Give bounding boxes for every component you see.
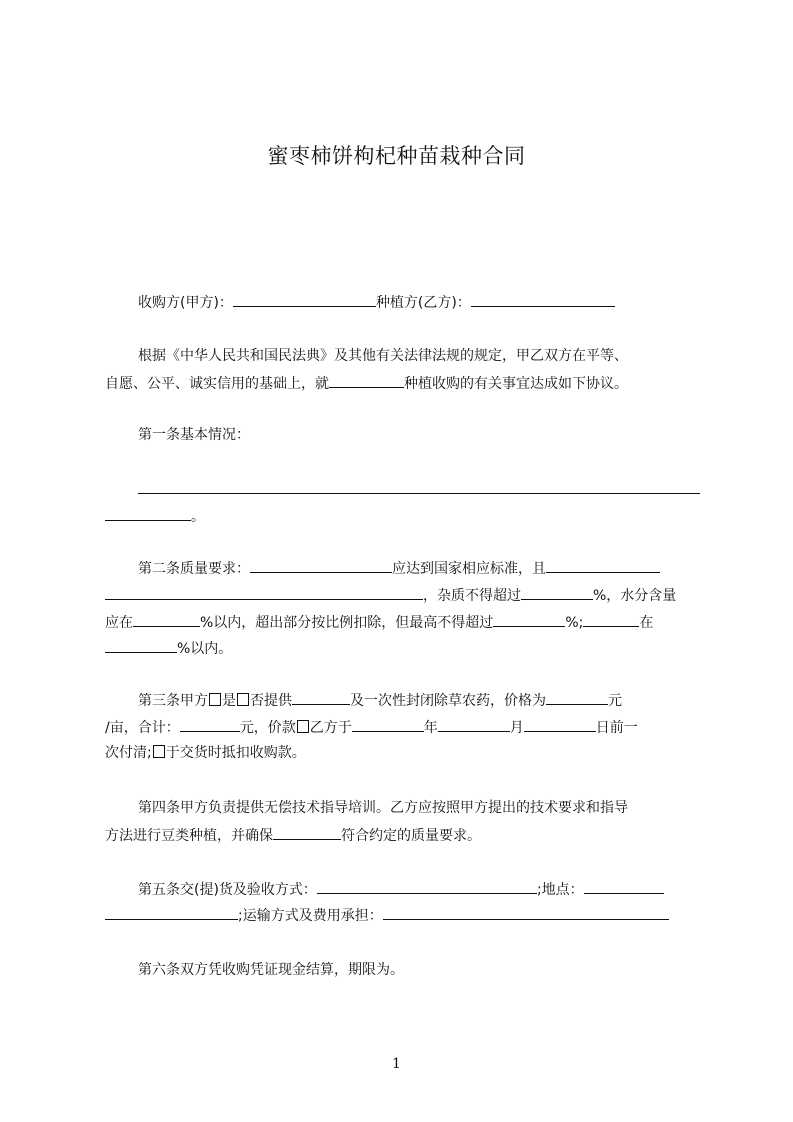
article2-text-f: %以内，超出部分按比例扣除，但最高不得超过 bbox=[200, 615, 494, 631]
article3-text-j: 月 bbox=[509, 720, 524, 736]
other-item-blank[interactable] bbox=[583, 612, 639, 627]
article5-line-1 bbox=[138, 879, 738, 900]
location-blank-1[interactable] bbox=[584, 879, 664, 894]
article3-text-f: /亩，合计： bbox=[105, 720, 180, 736]
offset-checkbox[interactable] bbox=[153, 745, 165, 758]
price-blank[interactable] bbox=[546, 690, 608, 705]
provided-item-blank[interactable] bbox=[292, 690, 350, 705]
article3-text-c: 否提供 bbox=[250, 693, 292, 709]
transport-blank[interactable] bbox=[383, 905, 669, 920]
article5-heading: 第五条交(提)货及验收方式： bbox=[138, 882, 317, 898]
other-percent-blank[interactable] bbox=[105, 638, 177, 653]
article4-line-1: 第四条甲方负责提供无偿技术指导培训。乙方应按照甲方提出的技术要求和指导 bbox=[138, 800, 628, 816]
article5-text-c: ;运输方式及费用承担： bbox=[238, 908, 383, 924]
article1-heading: 第一条基本情况： bbox=[138, 427, 250, 443]
article5-text-b: ;地点： bbox=[536, 882, 584, 898]
article6-line: 第六条双方凭收购凭证现金结算，期限为。 bbox=[138, 962, 404, 978]
article3-line-1 bbox=[138, 690, 738, 711]
grower-label: 种植方(乙方)： bbox=[375, 295, 471, 311]
quality-extra-blank-2[interactable] bbox=[105, 585, 423, 600]
article2-text-e: 应在 bbox=[105, 615, 133, 631]
preamble-text-a: 自愿、公平、诚实信用的基础上，就 bbox=[105, 376, 329, 392]
buyer-blank[interactable] bbox=[233, 292, 376, 307]
article2-line-4 bbox=[105, 638, 705, 659]
article1-end: 。 bbox=[191, 509, 205, 525]
article2-text-c: ，杂质不得超过 bbox=[423, 588, 521, 604]
buyer-label: 收购方(甲方)： bbox=[138, 295, 233, 311]
delivery-method-blank[interactable] bbox=[317, 879, 537, 894]
article2-line-2 bbox=[105, 585, 705, 606]
article4-line-2 bbox=[105, 825, 705, 846]
article3-text-d: 及一次性封闭除草农药，价格为 bbox=[350, 693, 546, 709]
impurity-blank[interactable] bbox=[521, 585, 593, 600]
article3-line-2 bbox=[105, 717, 705, 738]
article3-text-l: 次付清; bbox=[105, 745, 152, 761]
article2-heading: 第二条质量要求： bbox=[138, 561, 250, 577]
article2-text-i: %以内。 bbox=[177, 641, 233, 657]
article2-line-3 bbox=[105, 612, 705, 633]
article2-text-g: %; bbox=[565, 615, 584, 631]
basic-info-blank-2[interactable] bbox=[105, 506, 191, 521]
preamble-line-2 bbox=[105, 373, 705, 394]
article3-heading: 第三条甲方 bbox=[138, 693, 208, 709]
article4-text-b: 符合约定的质量要求。 bbox=[341, 828, 481, 844]
article3-text-h: 乙方于 bbox=[309, 720, 352, 736]
grower-blank[interactable] bbox=[471, 292, 615, 307]
article2-text-h: 在 bbox=[639, 615, 654, 631]
article1-blank-line-2 bbox=[105, 506, 705, 527]
article2-text-d: %，水分含量 bbox=[593, 588, 677, 604]
location-blank-2[interactable] bbox=[105, 905, 238, 920]
preamble-text-b: 种植收购的有关事宜达成如下协议。 bbox=[404, 376, 628, 392]
pay-upfront-checkbox[interactable] bbox=[297, 720, 309, 733]
article3-text-g: 元，价款 bbox=[239, 720, 296, 736]
article3-text-i: 年 bbox=[423, 720, 438, 736]
total-blank[interactable] bbox=[180, 717, 240, 732]
article3-text-e: 元 bbox=[608, 693, 622, 709]
article4-text-a: 方法进行豆类种植，并确保 bbox=[105, 828, 273, 844]
article3-text-k: 日前一 bbox=[595, 720, 638, 736]
article3-line-3 bbox=[105, 743, 705, 763]
month-blank[interactable] bbox=[438, 717, 510, 732]
max-deduction-blank[interactable] bbox=[493, 612, 565, 627]
quality-extra-blank-1[interactable] bbox=[546, 558, 660, 573]
yes-checkbox[interactable] bbox=[209, 693, 221, 706]
moisture-blank[interactable] bbox=[133, 612, 200, 627]
document-title: 蜜枣柿饼枸杞种苗栽种合同 bbox=[267, 144, 526, 168]
article1-blank-line-1 bbox=[138, 479, 738, 500]
no-checkbox[interactable] bbox=[237, 693, 249, 706]
day-blank[interactable] bbox=[524, 717, 596, 732]
article3-text-b: 是 bbox=[222, 693, 236, 709]
article5-line-2 bbox=[105, 905, 705, 926]
page-number: 1 bbox=[392, 1056, 401, 1072]
crop-quality-blank[interactable] bbox=[273, 825, 341, 840]
parties-line bbox=[138, 292, 738, 313]
crop-blank[interactable] bbox=[329, 373, 404, 388]
year-blank[interactable] bbox=[352, 717, 424, 732]
article2-line-1 bbox=[138, 558, 738, 579]
article2-text-b: 应达到国家相应标准，且 bbox=[392, 561, 546, 577]
quality-item-blank[interactable] bbox=[250, 558, 392, 573]
preamble-line-1: 根据《中华人民共和国民法典》及其他有关法律法规的规定，甲乙双方在平等、 bbox=[138, 348, 628, 364]
basic-info-blank-1[interactable] bbox=[138, 479, 700, 494]
article3-text-m: 于交货时抵扣收购款。 bbox=[165, 745, 306, 761]
